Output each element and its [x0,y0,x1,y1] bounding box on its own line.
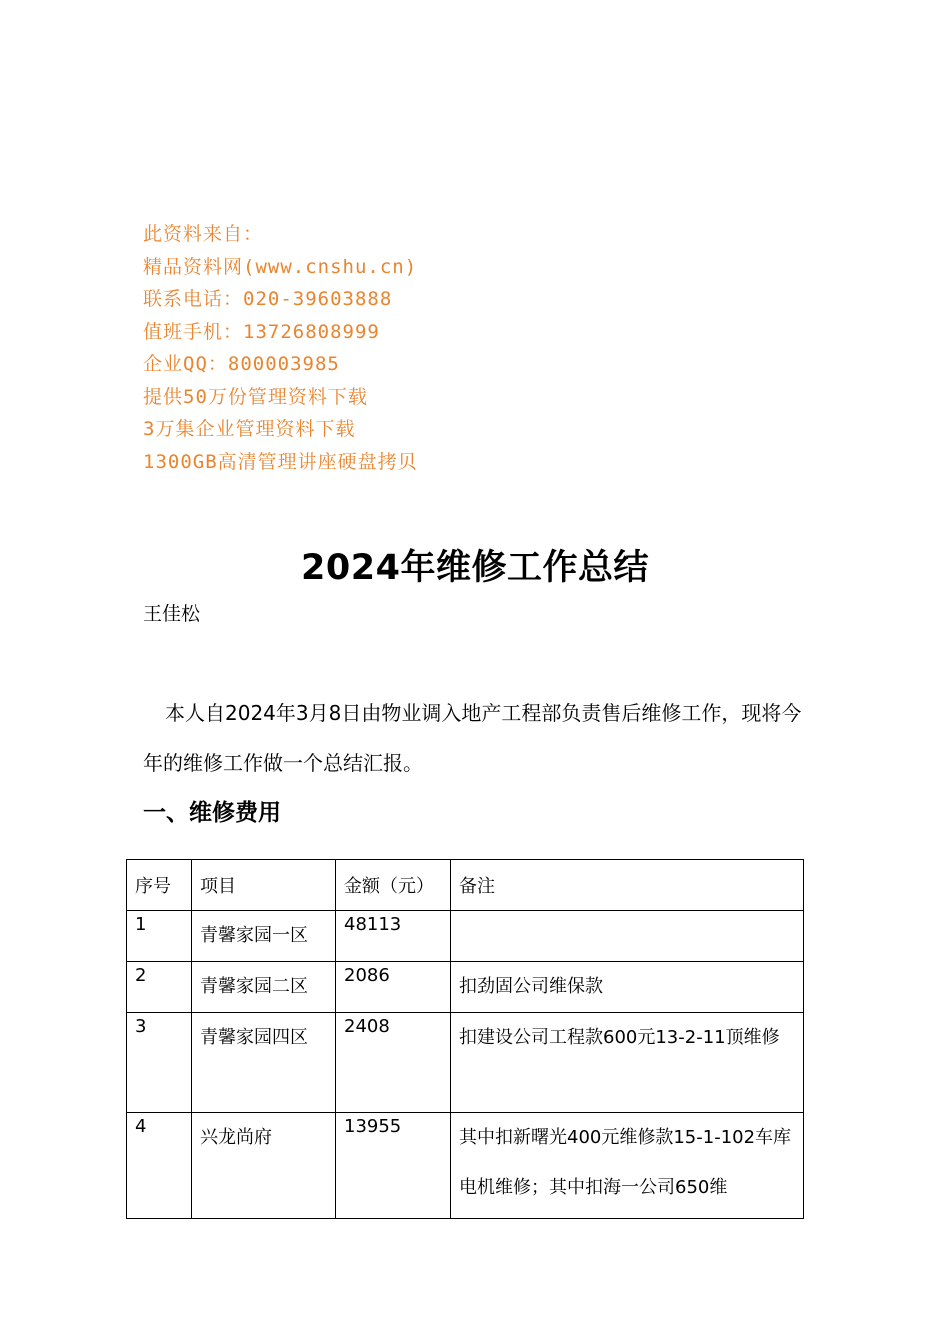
maintenance-cost-table [126,859,804,1219]
cell-project [192,911,336,962]
row-project: 青馨家园二区 [200,976,308,997]
cell-amount [336,1113,451,1219]
header-amount: 金额（元） [336,860,451,911]
table-header-row [127,860,804,911]
promo-line: 此资料来自： [143,223,264,245]
table-row [127,1113,804,1219]
cell-amount [336,911,451,962]
promo-line: 3万集企业管理资料下载 [143,418,356,440]
header-note: 备注 [451,860,804,911]
promo-line: 提供50万份管理资料下载 [143,385,368,408]
cell-project [192,1113,336,1219]
row-note: 扣劲固公司维保款 [459,976,603,997]
row-no: 4 [135,1116,147,1137]
section-heading-maintenance-cost: 一、维修费用 [143,800,281,826]
row-no: 2 [135,965,147,986]
document-title: 2024年维修工作总结 [301,548,649,588]
row-amount: 2408 [344,1016,390,1037]
row-project: 青馨家园一区 [200,925,308,946]
cell-note [451,962,804,1013]
promo-line: 联系电话：020-39603888 [143,288,393,310]
row-project: 兴龙尚府 [200,1127,272,1148]
row-no: 1 [135,914,147,935]
table-row [127,1013,804,1113]
row-amount: 13955 [344,1116,402,1137]
promo-line: 精品资料网(www.cnshu.cn) [143,255,418,278]
cell-note [451,1113,804,1219]
row-note: 其中扣新曙光400元维修款15-1-102车库电机维修；其中扣海一公司650维 [459,1127,792,1198]
intro-paragraph: 本人自2024年3月8日由物业调入地产工程部负责售后维修工作，现将今年的维修工作做一个总结汇报。 [143,701,802,775]
row-note: 扣建设公司工程款600元13-2-11顶维修 [459,1027,780,1048]
header-project: 项目 [192,860,336,911]
table-row [127,962,804,1013]
cell-amount [336,962,451,1013]
promo-line: 值班手机：13726808999 [143,320,380,343]
row-amount: 2086 [344,965,390,986]
cell-no [127,911,192,962]
cell-note [451,911,804,962]
cell-no [127,1113,192,1219]
row-amount: 48113 [344,914,402,935]
header-no: 序号 [127,860,192,911]
table-row [127,911,804,962]
cell-project [192,962,336,1013]
promo-line: 1300GB高清管理讲座硬盘拷贝 [143,450,418,473]
author-name: 王佳松 [143,603,201,625]
cell-no [127,962,192,1013]
cell-no [127,1013,192,1113]
promo-line: 企业QQ：800003985 [143,353,340,375]
cell-project [192,1013,336,1113]
row-no: 3 [135,1016,147,1037]
row-project: 青馨家园四区 [200,1027,308,1048]
cell-note [451,1013,804,1113]
source-promo-block [143,218,418,478]
cell-amount [336,1013,451,1113]
